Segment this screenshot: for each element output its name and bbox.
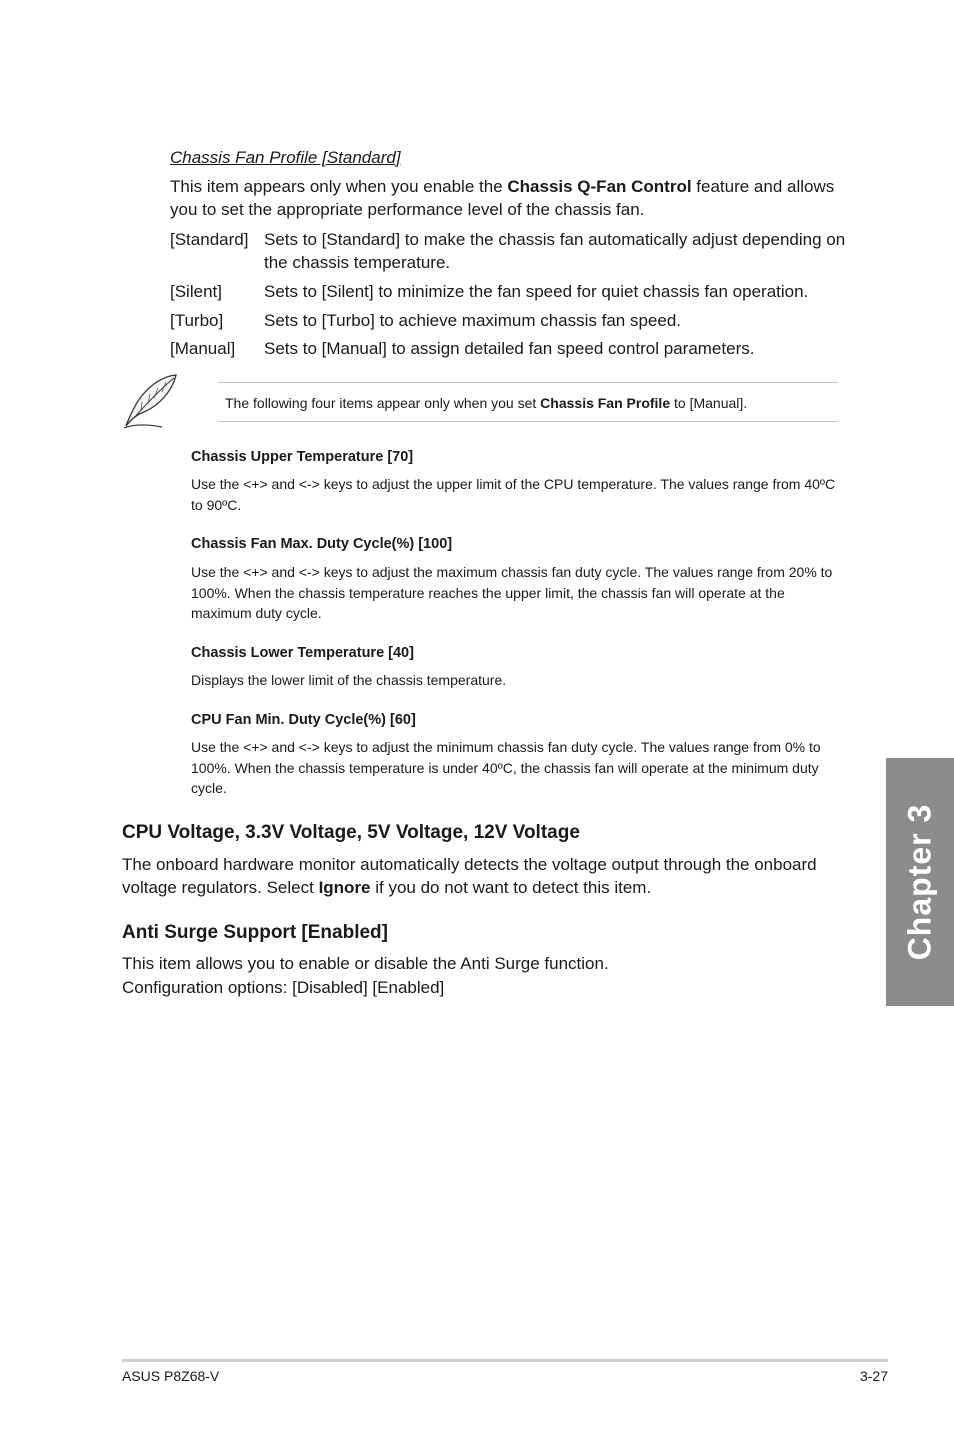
option-key: [Manual] [170,339,236,358]
voltage-body-text-end: if you do not want to detect this item. [370,878,652,897]
voltage-body-text: The onboard hardware monitor automatically detects the voltage output through the onboard voltage regulators. Select [122,855,817,897]
voltage-section-title: CPU Voltage, 3.3V Voltage, 5V Voltage, 12V Voltage [122,822,580,843]
footer-page-number: 3-27 [859,1368,888,1384]
footer-rule [122,1359,888,1362]
intro-text-end: feature and allows you to set the appropriate performance level of the chassis fan. [170,177,835,219]
option-desc: Sets to [Turbo] to achieve maximum chassis fan speed. [264,311,682,330]
note-rule-top [218,382,838,383]
item-body-lower-temp: Displays the lower limit of the chassis temperature. [191,672,507,688]
note-rule-bottom [218,421,838,422]
feather-pen-icon [122,372,180,430]
note-text [225,393,837,414]
voltage-body-bold: Ignore [318,878,371,897]
chassis-fan-profile-heading: Chassis Fan Profile [Standard] [170,148,401,167]
chassis-fan-profile-intro [170,175,850,221]
note-text-bold: Chassis Fan Profile [540,395,671,411]
item-body-upper-temp: Use the <+> and <-> keys to adjust the upper limit of the CPU temperature. The values range from 40ºC to 90ºC. [191,476,836,513]
option-key: [Silent] [170,282,222,301]
note-text-end: to [Manual]. [670,395,748,411]
option-desc: Sets to [Silent] to minimize the fan speed for quiet chassis fan operation. [264,282,809,301]
chapter-tab [886,758,954,1006]
item-title-lower-temp: Chassis Lower Temperature [40] [191,645,414,661]
item-body-min-duty: Use the <+> and <-> keys to adjust the minimum chassis fan duty cycle. The values range from 0% to 100%. When the chassis temperature is under 40ºC, the chassis fan will operate at the minimum duty cycle. [191,739,821,796]
option-key: [Turbo] [170,311,224,330]
anti-surge-line-1: This item allows you to enable or disable the Anti Surge function. [122,954,609,973]
anti-surge-line-2: Configuration options: [Disabled] [Enabled] [122,978,445,997]
intro-text: This item appears only when you enable the [170,177,508,196]
option-desc: Sets to [Standard] to make the chassis fan automatically adjust depending on the chassis temperature. [264,230,846,272]
voltage-section-body [122,853,838,899]
option-key: [Standard] [170,230,249,249]
chapter-tab-label: Chapter 3 [901,803,938,961]
footer-product-name: ASUS P8Z68-V [122,1368,220,1384]
item-title-min-duty: CPU Fan Min. Duty Cycle(%) [60] [191,712,416,728]
item-body-max-duty: Use the <+> and <-> keys to adjust the maximum chassis fan duty cycle. The values range from 20% to 100%. When the chassis temperature reaches the upper limit, the chassis fan will operate at the maximum duty cycle. [191,564,833,621]
item-title-max-duty: Chassis Fan Max. Duty Cycle(%) [100] [191,536,453,552]
intro-bold: Chassis Q-Fan Control [507,177,692,196]
option-desc: Sets to [Manual] to assign detailed fan speed control parameters. [264,339,755,358]
anti-surge-section-title: Anti Surge Support [Enabled] [122,922,388,943]
note-text-start: The following four items appear only when you set [225,395,541,411]
item-title-upper-temp: Chassis Upper Temperature [70] [191,449,414,465]
